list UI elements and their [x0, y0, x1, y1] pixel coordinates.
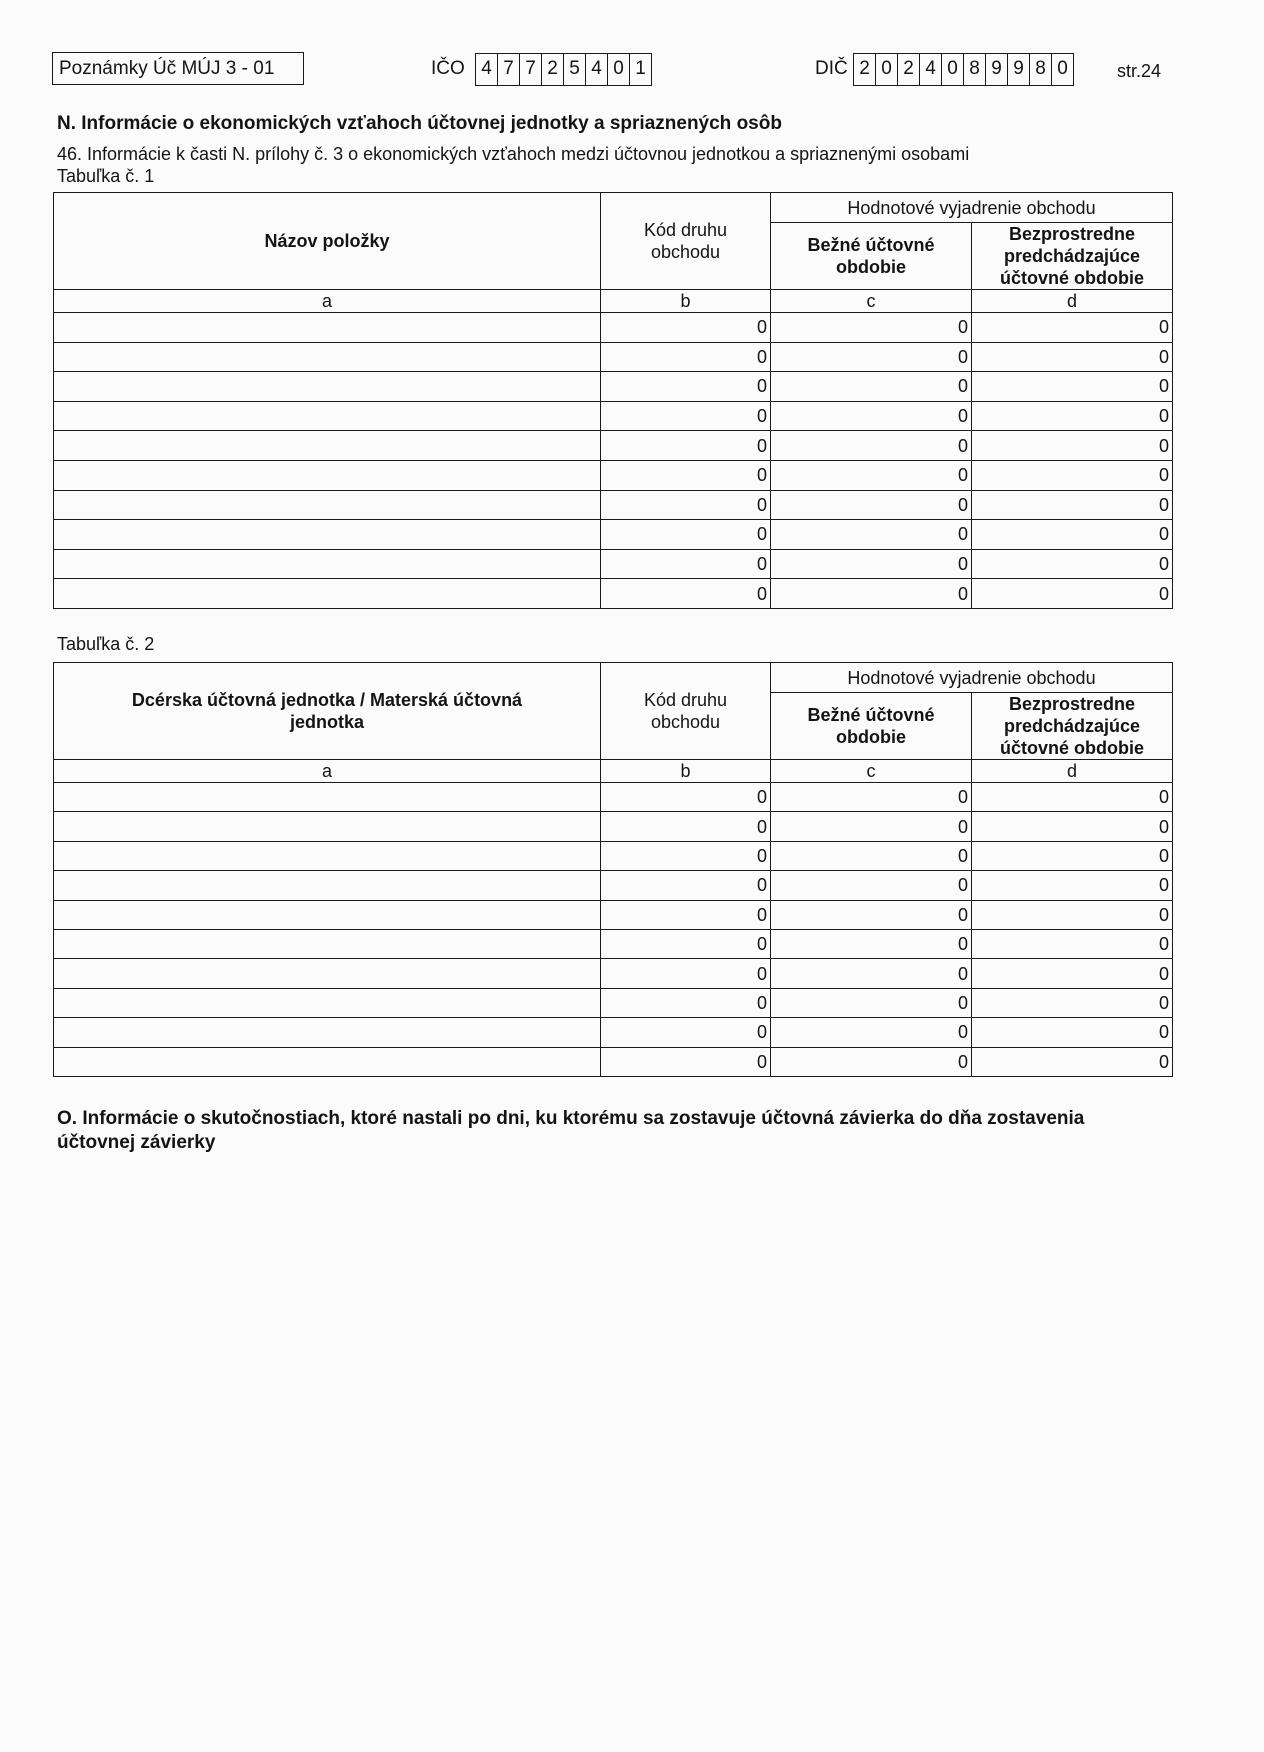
ico-boxes [475, 53, 652, 86]
table1-cell-current[interactable]: 0 [771, 372, 972, 402]
table1 [53, 192, 1173, 609]
table2-cell-code[interactable]: 0 [601, 900, 771, 929]
table2-cell-code[interactable]: 0 [601, 871, 771, 900]
table2-cell-previous[interactable]: 0 [972, 988, 1173, 1017]
table2-cell-previous[interactable]: 0 [972, 900, 1173, 929]
table1-cell-name[interactable] [54, 313, 601, 343]
table2-header-group: Hodnotové vyjadrenie obchodu [771, 663, 1173, 693]
table2-cell-name[interactable] [54, 812, 601, 841]
table2-header-code: Kód druhu obchodu [601, 663, 771, 760]
table1-cell-name[interactable] [54, 520, 601, 550]
ico-digit: 0 [608, 54, 630, 85]
table2-cell-name[interactable] [54, 1018, 601, 1047]
dic-digit: 0 [876, 54, 898, 85]
ico-digit: 4 [476, 54, 498, 85]
table1-cell-name[interactable] [54, 342, 601, 372]
dic-digit: 4 [920, 54, 942, 85]
table-row [54, 460, 1173, 490]
table2-letter-a: a [54, 760, 601, 783]
table-row [54, 871, 1173, 900]
table2-cell-current[interactable]: 0 [771, 1047, 972, 1076]
ico-digit: 7 [520, 54, 542, 85]
table2-cell-code[interactable]: 0 [601, 988, 771, 1017]
table2 [53, 662, 1173, 1077]
table2-cell-current[interactable]: 0 [771, 959, 972, 988]
table2-cell-code[interactable]: 0 [601, 812, 771, 841]
table1-letter-a: a [54, 290, 601, 313]
table2-cell-name[interactable] [54, 929, 601, 958]
table2-cell-current[interactable]: 0 [771, 841, 972, 870]
table2-cell-name[interactable] [54, 988, 601, 1017]
dic-digit: 2 [898, 54, 920, 85]
table2-cell-previous[interactable]: 0 [972, 929, 1173, 958]
page-number: str.24 [1117, 61, 1162, 81]
table1-letter-b: b [601, 290, 771, 313]
table2-caption: Tabuľka č. 2 [57, 634, 155, 654]
table2-cell-previous[interactable]: 0 [972, 959, 1173, 988]
table1-cell-current[interactable]: 0 [771, 549, 972, 579]
table-row [54, 959, 1173, 988]
table2-header-current: Bežné účtovné obdobie [771, 693, 972, 760]
table-row [54, 342, 1173, 372]
table2-cell-name[interactable] [54, 959, 601, 988]
table-row [54, 783, 1173, 812]
table2-cell-previous[interactable]: 0 [972, 812, 1173, 841]
table1-cell-name[interactable] [54, 579, 601, 609]
table-row [54, 549, 1173, 579]
table-row [54, 812, 1173, 841]
table1-cell-current[interactable]: 0 [771, 460, 972, 490]
table1-cell-current[interactable]: 0 [771, 520, 972, 550]
table1-cell-code[interactable]: 0 [601, 342, 771, 372]
table1-letter-c: c [771, 290, 972, 313]
table2-letter-c: c [771, 760, 972, 783]
table2-cell-code[interactable]: 0 [601, 959, 771, 988]
ico-digit: 5 [564, 54, 586, 85]
table-row [54, 1047, 1173, 1076]
ico-digit: 1 [630, 54, 652, 85]
table1-cell-code[interactable]: 0 [601, 520, 771, 550]
table2-cell-name[interactable] [54, 871, 601, 900]
table1-cell-previous[interactable]: 0 [972, 549, 1173, 579]
table1-cell-previous[interactable]: 0 [972, 520, 1173, 550]
ico-digit: 7 [498, 54, 520, 85]
table1-cell-previous[interactable]: 0 [972, 579, 1173, 609]
table2-cell-current[interactable]: 0 [771, 988, 972, 1017]
table-row [54, 579, 1173, 609]
table2-cell-previous[interactable]: 0 [972, 1018, 1173, 1047]
form-label: Poznámky Úč MÚJ 3 - 01 [52, 52, 304, 85]
table-row [54, 988, 1173, 1017]
dic-digit: 9 [986, 54, 1008, 85]
table1-cell-current[interactable]: 0 [771, 313, 972, 343]
table1-cell-name[interactable] [54, 460, 601, 490]
table2-cell-current[interactable]: 0 [771, 929, 972, 958]
table1-cell-code[interactable]: 0 [601, 460, 771, 490]
dic-digit: 8 [1030, 54, 1052, 85]
table2-cell-name[interactable] [54, 841, 601, 870]
dic-digit: 2 [854, 54, 876, 85]
table-row [54, 841, 1173, 870]
table1-cell-previous[interactable]: 0 [972, 372, 1173, 402]
table2-cell-current[interactable]: 0 [771, 871, 972, 900]
table1-cell-name[interactable] [54, 549, 601, 579]
table1-cell-previous[interactable]: 0 [972, 460, 1173, 490]
table1-cell-code[interactable]: 0 [601, 549, 771, 579]
table-row [54, 1018, 1173, 1047]
table2-cell-code[interactable]: 0 [601, 1018, 771, 1047]
section-n-subtitle: 46. Informácie k časti N. prílohy č. 3 o ekonomických vzťahoch medzi účtovnou jednotkou a spriaznenými osobami [57, 144, 970, 164]
table1-cell-name[interactable] [54, 372, 601, 402]
table-row [54, 520, 1173, 550]
table1-cell-code[interactable]: 0 [601, 431, 771, 461]
dic-digit: 0 [942, 54, 964, 85]
table1-cell-name[interactable] [54, 401, 601, 431]
table2-letter-d: d [972, 760, 1173, 783]
table1-cell-current[interactable]: 0 [771, 431, 972, 461]
table1-header-previous: Bezprostredne predchádzajúce účtovné obdobie [972, 223, 1173, 290]
table2-cell-current[interactable]: 0 [771, 900, 972, 929]
table-row [54, 431, 1173, 461]
table1-cell-current[interactable]: 0 [771, 342, 972, 372]
table1-cell-current[interactable]: 0 [771, 401, 972, 431]
table2-header-name: Dcérska účtovná jednotka / Materská účtovná jednotka [54, 663, 601, 760]
table1-caption: Tabuľka č. 1 [57, 166, 155, 186]
table2-cell-code[interactable]: 0 [601, 929, 771, 958]
table2-cell-previous[interactable]: 0 [972, 841, 1173, 870]
table2-cell-current[interactable]: 0 [771, 783, 972, 812]
table1-cell-name[interactable] [54, 431, 601, 461]
dic-boxes [853, 53, 1074, 86]
table2-header-previous: Bezprostredne predchádzajúce účtovné obdobie [972, 693, 1173, 760]
table2-cell-code[interactable]: 0 [601, 783, 771, 812]
ico-label: IČO [431, 58, 465, 79]
table2-cell-previous[interactable]: 0 [972, 1047, 1173, 1076]
table1-cell-code[interactable]: 0 [601, 313, 771, 343]
table1-cell-name[interactable] [54, 490, 601, 520]
ico-digit: 2 [542, 54, 564, 85]
table1-cell-previous[interactable]: 0 [972, 431, 1173, 461]
dic-digit: 8 [964, 54, 986, 85]
table1-cell-code[interactable]: 0 [601, 401, 771, 431]
table-row [54, 401, 1173, 431]
ico-digit: 4 [586, 54, 608, 85]
table2-cell-name[interactable] [54, 1047, 601, 1076]
section-n-title: N. Informácie o ekonomických vzťahoch účtovnej jednotky a spriaznených osôb [57, 113, 782, 134]
table1-cell-previous[interactable]: 0 [972, 401, 1173, 431]
table1-cell-current[interactable]: 0 [771, 490, 972, 520]
dic-digit: 9 [1008, 54, 1030, 85]
dic-digit: 0 [1052, 54, 1074, 85]
table1-header-code: Kód druhu obchodu [601, 193, 771, 290]
table1-cell-code[interactable]: 0 [601, 372, 771, 402]
table-row [54, 372, 1173, 402]
table1-cell-previous[interactable]: 0 [972, 313, 1173, 343]
dic-label: DIČ [815, 58, 848, 79]
table1-cell-current[interactable]: 0 [771, 579, 972, 609]
table2-cell-name[interactable] [54, 783, 601, 812]
table1-letter-d: d [972, 290, 1173, 313]
table2-cell-current[interactable]: 0 [771, 1018, 972, 1047]
table2-cell-previous[interactable]: 0 [972, 871, 1173, 900]
table-row [54, 490, 1173, 520]
table1-cell-previous[interactable]: 0 [972, 342, 1173, 372]
table1-cell-previous[interactable]: 0 [972, 490, 1173, 520]
table-row [54, 900, 1173, 929]
table-row [54, 929, 1173, 958]
table2-letter-b: b [601, 760, 771, 783]
table-row [54, 313, 1173, 343]
table2-cell-previous[interactable]: 0 [972, 783, 1173, 812]
table2-cell-code[interactable]: 0 [601, 1047, 771, 1076]
table1-header-name: Názov položky [54, 193, 601, 290]
table1-header-current: Bežné účtovné obdobie [771, 223, 972, 290]
section-o-title: O. Informácie o skutočnostiach, ktoré nastali po dni, ku ktorému sa zostavuje účtovná závierka do dňa zostavenia účtovnej závierky [57, 1108, 1085, 1153]
table1-header-group: Hodnotové vyjadrenie obchodu [771, 193, 1173, 223]
table2-cell-name[interactable] [54, 900, 601, 929]
table2-cell-current[interactable]: 0 [771, 812, 972, 841]
table1-cell-code[interactable]: 0 [601, 579, 771, 609]
table1-cell-code[interactable]: 0 [601, 490, 771, 520]
table2-cell-code[interactable]: 0 [601, 841, 771, 870]
